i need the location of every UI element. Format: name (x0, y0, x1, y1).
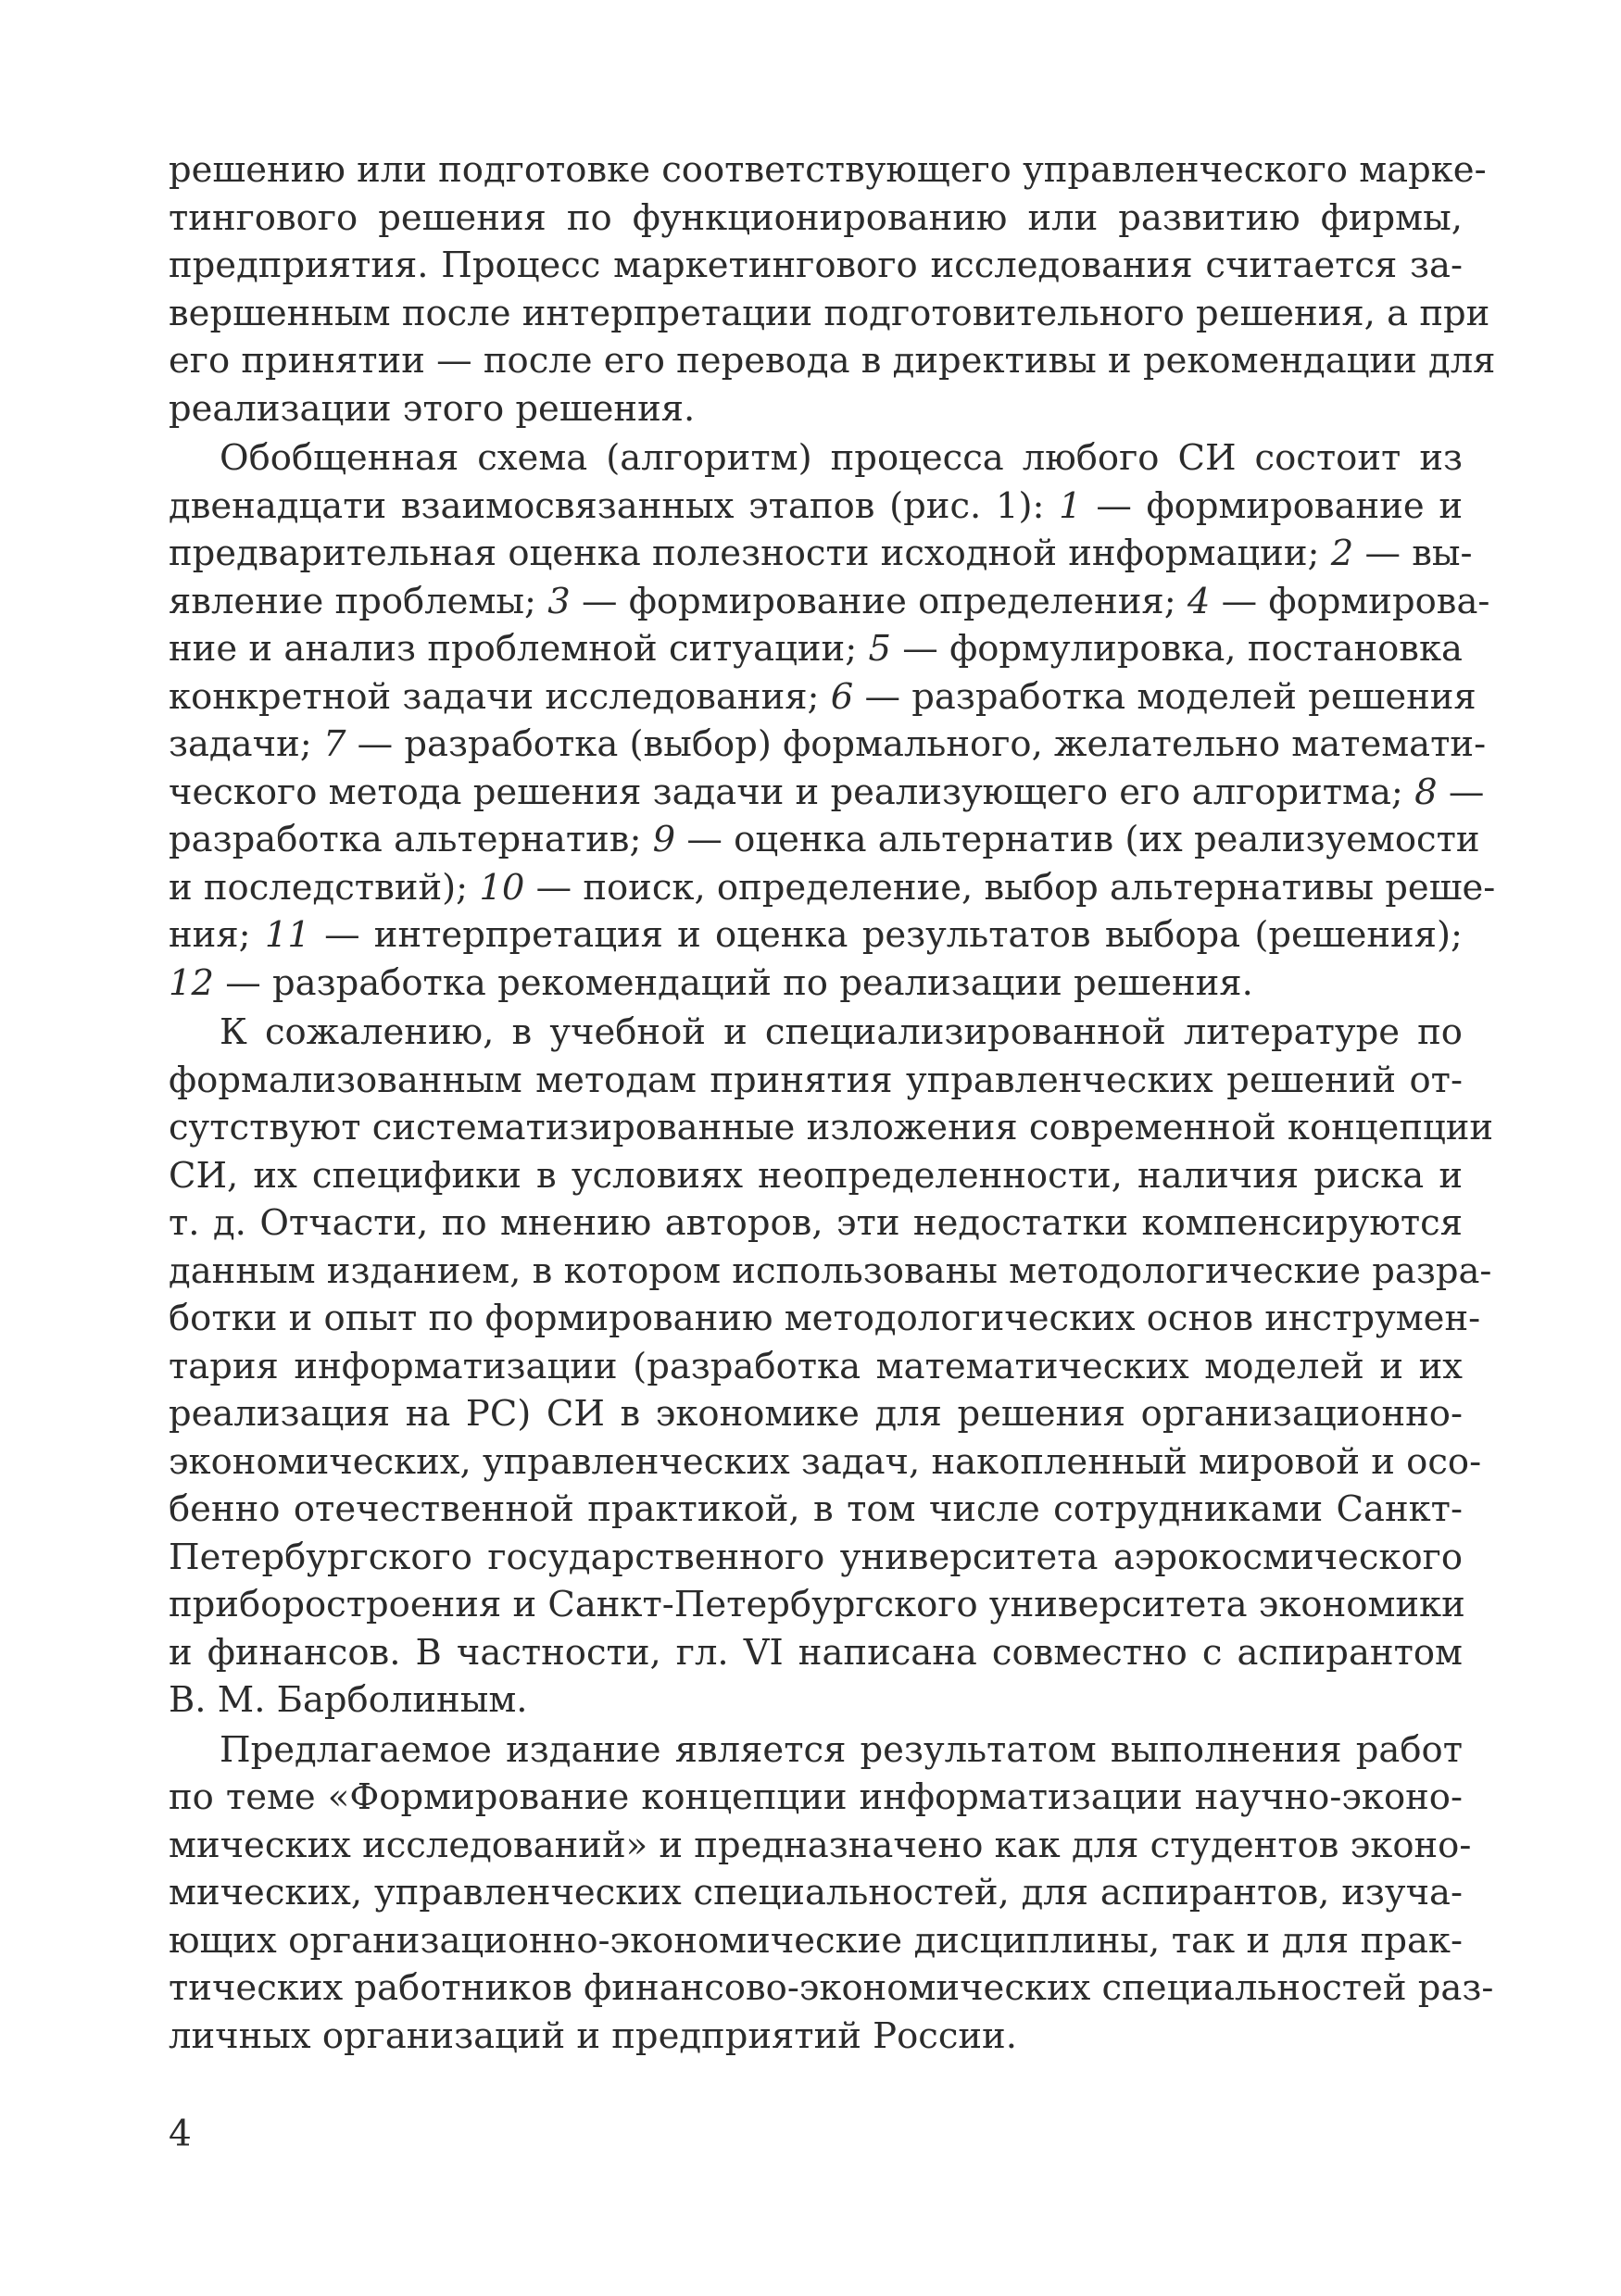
page-number: 4 (169, 2114, 192, 2155)
text-line: экономических, управленческих задач, накопленный мировой и осо- (169, 1440, 1482, 1483)
paragraph (169, 434, 1496, 1007)
step-number: 8 (1414, 771, 1438, 813)
text-line: и последствий); 10 — поиск, определение, выбор альтернативы реше- (169, 866, 1496, 909)
text-line: 12 — разработка рекомендаций по реализации решения. (169, 961, 1253, 1004)
text-line: В. М. Барболиным. (169, 1679, 528, 1721)
text-line: сутствуют систематизированные изложения современной концепции (169, 1107, 1494, 1148)
text-line: реализации этого решения. (169, 387, 696, 430)
text-line: предварительная оценка полезности исходной информации; 2 — вы- (169, 533, 1473, 574)
text-line: тических работников финансово-экономических специальностей раз- (169, 1967, 1494, 2009)
text-line: приборостроения и Санкт-Петербургского университета экономики (169, 1584, 1465, 1625)
text-line: ющих организационно-экономические дисциплины, так и для прак- (169, 1919, 1463, 1962)
text-line: тингового решения по функционированию или развитию фирмы, (169, 196, 1463, 239)
step-number: 6 (830, 675, 854, 718)
text-line: Предлагаемое издание является результатом выполнения работ (220, 1728, 1463, 1771)
step-number: 4 (1187, 580, 1211, 622)
text-line: Петербургского государственного университета аэрокосмического (169, 1536, 1463, 1578)
text-line: данным изданием, в котором использованы методологические разра- (169, 1249, 1492, 1292)
step-number: 1 (1059, 484, 1082, 527)
text-line: мических исследований» и предназначено как для студентов эконо- (169, 1824, 1472, 1866)
text-line: ние и анализ проблемной ситуации; 5 — формулировка, постановка (169, 628, 1463, 670)
step-number: 9 (652, 819, 676, 860)
text-line: вершенным после интерпретации подготовительного решения, а при (169, 292, 1490, 334)
step-number: 7 (322, 723, 346, 765)
text-line: ния; 11 — интерпретация и оценка результатов выбора (решения); (169, 914, 1463, 956)
paragraph (169, 1726, 1494, 2061)
text-line: СИ, их специфики в условиях неопределенности, наличия риска и (169, 1154, 1463, 1197)
text-line: Обобщенная схема (алгоритм) процесса любого СИ состоит из (220, 437, 1463, 479)
text-line: решению или подготовке соответствующего управленческого марке- (169, 149, 1487, 191)
text-line: ческого метода решения задачи и реализующего его алгоритма; 8 — (169, 771, 1485, 813)
text-line: двенадцати взаимосвязанных этапов (рис. 1): 1 — формирование и (169, 484, 1464, 527)
text-line: явление проблемы; 3 — формирование определения; 4 — формирова- (169, 580, 1490, 622)
text-line: т. д. Отчасти, по мнению авторов, эти недостатки компенсируются (169, 1202, 1463, 1244)
text-line: К сожалению, в учебной и специализированной литературе по (220, 1011, 1463, 1053)
text-line: реализация на PC) СИ в экономике для решения организационно- (169, 1393, 1463, 1435)
text-line: по теме «Формирование концепции информатизации научно-эконо- (169, 1776, 1463, 1818)
step-number: 2 (1330, 533, 1354, 574)
step-number: 3 (547, 580, 571, 622)
paragraph (169, 1009, 1494, 1725)
page-text-body (169, 146, 1496, 2060)
step-number: 11 (264, 914, 310, 956)
text-line: предприятия. Процесс маркетингового исследования считается за- (169, 245, 1463, 286)
step-number: 12 (169, 961, 214, 1004)
text-line: конкретной задачи исследования; 6 — разработка моделей решения (169, 675, 1476, 718)
step-number: 5 (868, 628, 891, 670)
text-line: задачи; 7 — разработка (выбор) формального, желательно математи- (169, 723, 1487, 765)
text-line: личных организаций и предприятий России. (169, 2014, 1017, 2057)
text-line: разработка альтернатив; 9 — оценка альтернатив (их реализуемости (169, 819, 1480, 860)
paragraph (169, 146, 1496, 433)
text-line: ботки и опыт по формированию методологических основ инструмен- (169, 1298, 1481, 1339)
step-number: 10 (479, 866, 525, 909)
text-line: его принятии — после его перевода в директивы и рекомендации для (169, 340, 1496, 382)
text-line: и финансов. В частности, гл. VI написана совместно с аспирантом (169, 1631, 1463, 1674)
text-line: формализованным методам принятия управленческих решений от- (169, 1059, 1463, 1101)
text-line: бенно отечественной практикой, в том числе сотрудниками Санкт- (169, 1488, 1463, 1530)
text-line: тария информатизации (разработка математических моделей и их (169, 1345, 1463, 1387)
text-line: мических, управленческих специальностей, для аспирантов, изуча- (169, 1872, 1463, 1913)
